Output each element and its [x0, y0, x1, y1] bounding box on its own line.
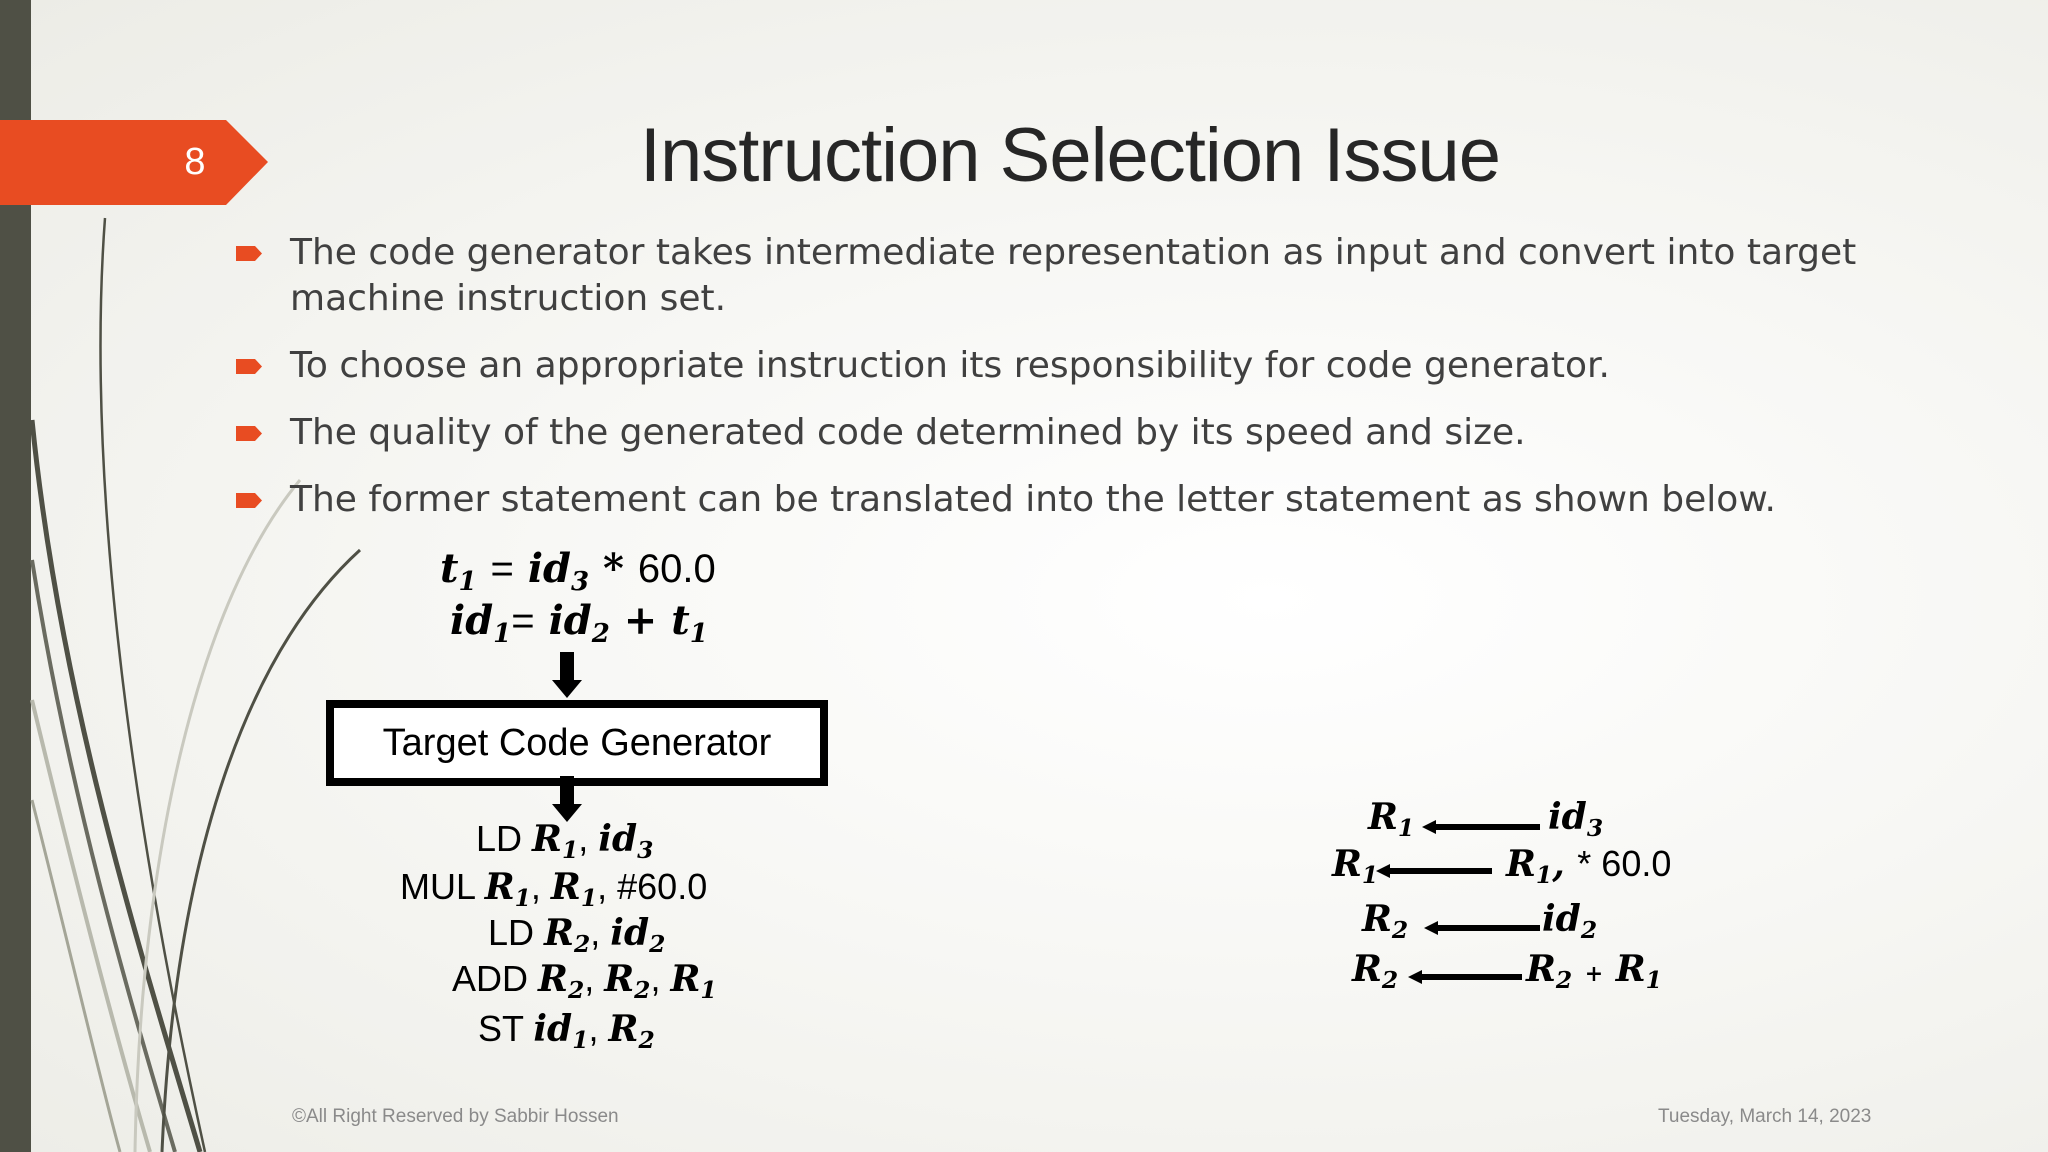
left-arrow-icon — [1424, 921, 1540, 935]
left-arrow-icon — [1408, 970, 1522, 984]
semantic-dest: $R_1$ — [1368, 796, 1415, 843]
semantic-dest: $R_1$ — [1332, 843, 1379, 890]
slide-title: Instruction Selection Issue — [639, 113, 1501, 198]
bullet-text: The former statement can be translated into the letter statement as shown below. — [290, 479, 1776, 520]
semantic-src: $R_2 + R_1$ — [1526, 948, 1662, 995]
bullet-text: To choose an appropriate instruction its responsibility for code generator. — [290, 345, 1610, 386]
target-code-generator-box: Target Code Generator — [326, 700, 828, 786]
input-statement-2: $id_1= id_2 + t_1$ — [450, 597, 708, 649]
left-arrow-icon — [1376, 864, 1492, 878]
semantic-src: $id_2$ — [1542, 898, 1598, 945]
slide-number: 8 — [184, 141, 206, 183]
semantic-src: $id_3$ — [1548, 796, 1604, 843]
semantic-src: $R_1$, * 60.0 — [1506, 843, 1672, 890]
instruction-line: LD $R_2$, $id_2$ — [488, 912, 666, 959]
semantic-dest: $R_2$ — [1352, 948, 1399, 995]
input-statement-1: $t_1 = id_3 * 60.0$ — [440, 545, 716, 597]
instruction-line: ST $id_1$, $R_2$ — [478, 1008, 655, 1055]
footer-copyright: ©All Right Reserved by Sabbir Hossen — [292, 1106, 619, 1127]
bullet-text: The code generator takes intermediate representation as input and convert into target machine instruction set. — [290, 232, 1857, 319]
bullet-text: The quality of the generated code determined by its speed and size. — [290, 412, 1526, 453]
instruction-line: LD $R_1$, $id_3$ — [476, 818, 654, 865]
footer-date: Tuesday, March 14, 2023 — [1658, 1106, 1872, 1127]
semantic-dest: $R_2$ — [1362, 898, 1409, 945]
instruction-line: ADD $R_2$, $R_2$, $R_1$ — [452, 958, 717, 1005]
left-arrow-icon — [1422, 820, 1540, 834]
instruction-line: MUL $R_1$, $R_1$, #60.0 — [400, 866, 708, 913]
